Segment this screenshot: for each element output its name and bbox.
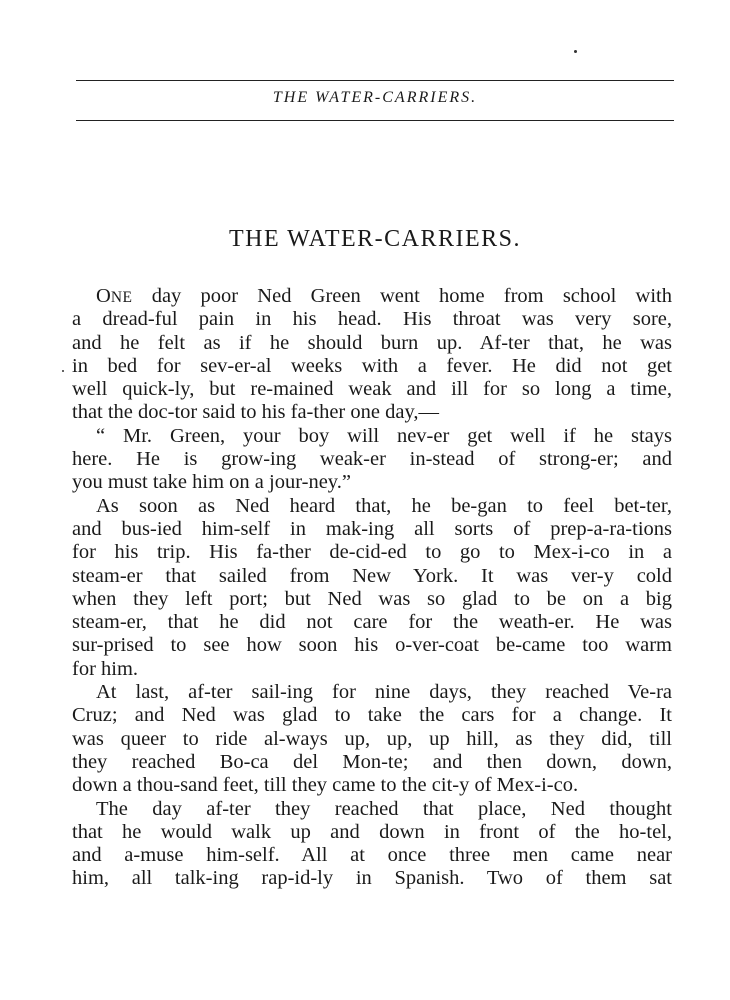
- text-line: The day af-ter they reached that place, Ned thought: [96, 797, 672, 820]
- text-line: and bus-ied him-self in mak-ing all sorts of prep-a-ra-tions: [72, 517, 672, 540]
- text-line: “ Mr. Green, your boy will nev-er get well if he stays: [96, 424, 672, 447]
- text-line: Cruz; and Ned was glad to take the cars for a change. It: [72, 704, 672, 727]
- page-speck: [574, 50, 577, 53]
- running-head: THE WATER-CARRIERS.: [272, 89, 478, 106]
- chapter-title: THE WATER-CARRIERS.: [228, 226, 522, 252]
- text-line: that the doc-tor said to his fa-ther one day,—: [72, 401, 439, 424]
- drop-initial: O: [96, 285, 111, 307]
- text-line: that he would walk up and down in front of the ho-tel,: [72, 820, 672, 843]
- text-line: when they left port; but Ned was so glad to be on a big: [72, 587, 672, 610]
- text-line: As soon as Ned heard that, he be-gan to feel bet-ter,: [96, 494, 672, 517]
- body-text: [72, 285, 672, 891]
- page-speck: [62, 370, 64, 372]
- text-line: steam-er, that he did not care for the weath-er. He was: [72, 611, 672, 634]
- text-line: sur-prised to see how soon his o-ver-coat be-came too warm: [72, 634, 672, 657]
- text-line: well quick-ly, but re-mained weak and ill for so long a time,: [72, 378, 672, 401]
- text-line: ONE day poor Ned Green went home from school with: [96, 285, 672, 307]
- header-bottom-rule: [76, 120, 674, 121]
- text-line: steam-er that sailed from New York. It was ver-y cold: [72, 564, 672, 587]
- text-line: they reached Bo-ca del Mon-te; and then down, down,: [72, 750, 672, 773]
- text-line: and a-muse him-self. All at once three men came near: [72, 844, 672, 867]
- text-line: At last, af-ter sail-ing for nine days, they reached Ve-ra: [96, 681, 672, 704]
- text-line: down a thou-sand feet, till they came to the cit-y of Mex-i-co.: [72, 774, 579, 797]
- text-line: him, all talk-ing rap-id-ly in Spanish. Two of them sat: [72, 867, 672, 890]
- text-line: was queer to ride al-ways up, up, up hill, as they did, till: [72, 727, 672, 750]
- text-line: for him.: [72, 657, 139, 680]
- text-line: for his trip. His fa-ther de-cid-ed to go to Mex-i-co in a: [72, 541, 672, 564]
- text-line: and he felt as if he should burn up. Af-ter that, he was: [72, 331, 672, 354]
- text-line: here. He is grow-ing weak-er in-stead of strong-er; and: [72, 448, 672, 471]
- text-line: you must take him on a jour-ney.”: [72, 471, 351, 494]
- text-line: a dread-ful pain in his head. His throat was very sore,: [72, 308, 672, 331]
- small-caps-word: NE: [110, 289, 133, 306]
- top-rule: [76, 80, 674, 81]
- text-line: in bed for sev-er-al weeks with a fever. He did not get: [72, 354, 672, 377]
